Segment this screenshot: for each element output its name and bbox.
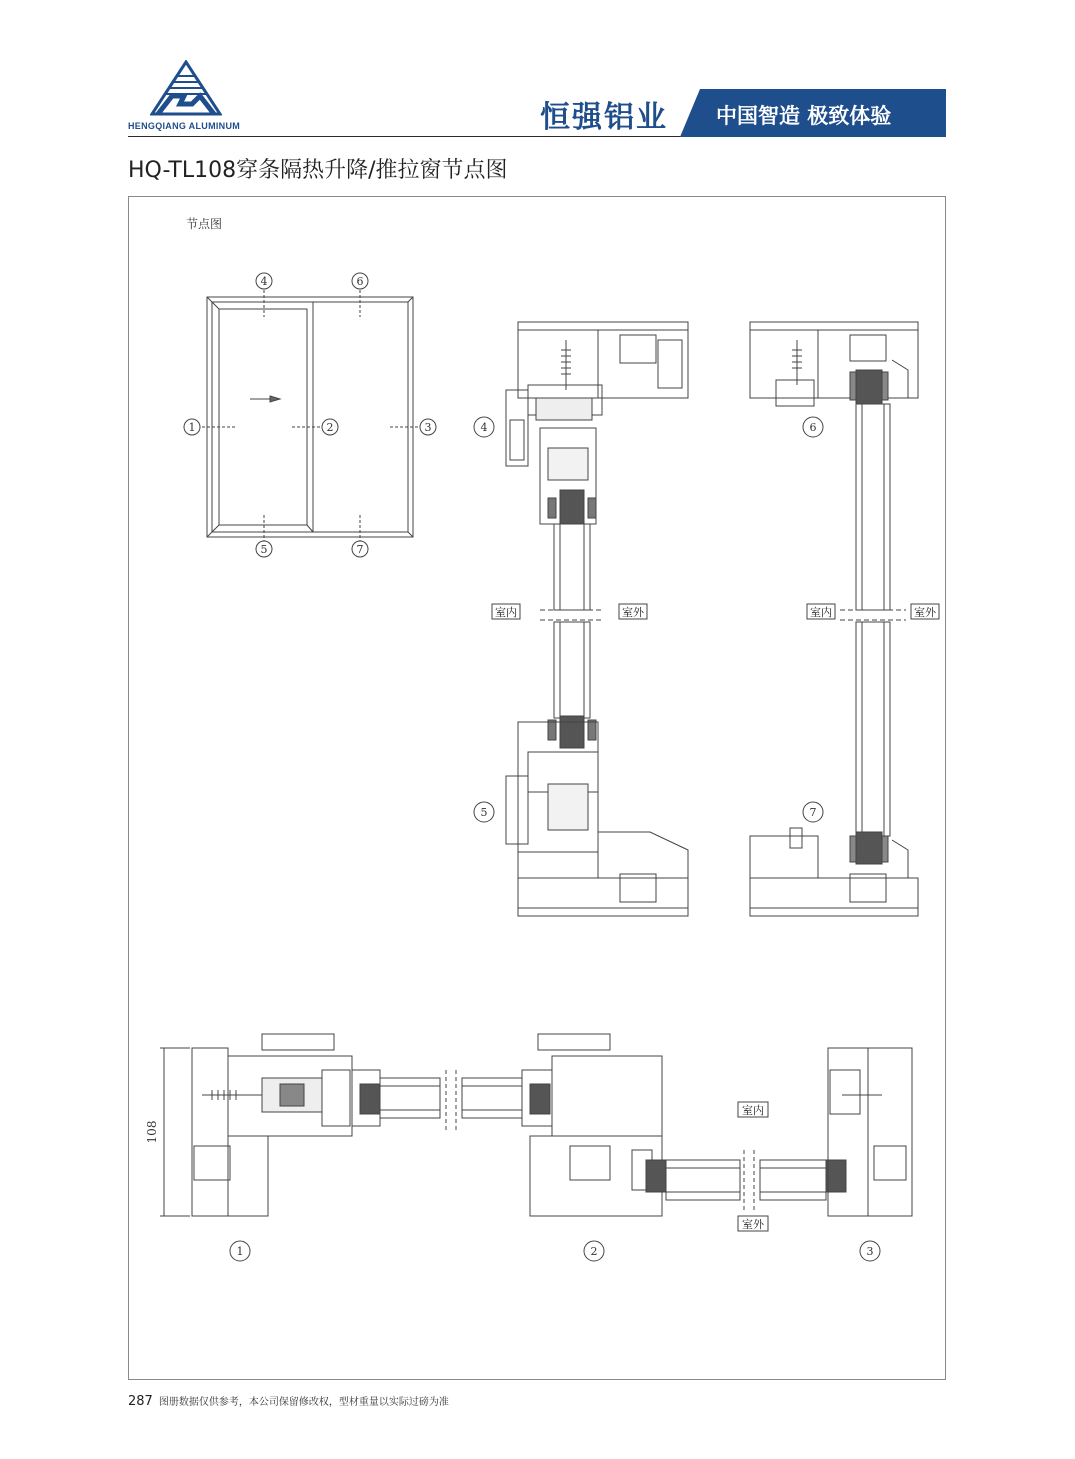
marker-4: [256, 273, 272, 289]
marker-7: [352, 541, 368, 557]
svg-text:1: 1: [188, 421, 196, 434]
svg-text:5: 5: [260, 543, 268, 556]
marker-3: [420, 419, 436, 435]
svg-text:室内: 室内: [742, 1104, 764, 1117]
svg-text:4: 4: [260, 275, 268, 288]
svg-text:7: 7: [809, 806, 817, 819]
marker-1-section: [230, 1241, 250, 1261]
svg-text:室外: 室外: [914, 606, 936, 619]
svg-text:2: 2: [326, 421, 334, 434]
svg-text:室内: 室内: [810, 606, 832, 619]
section-4-5: [506, 322, 688, 916]
svg-text:6: 6: [809, 421, 817, 434]
svg-text:室外: 室外: [622, 606, 644, 619]
marker-3-section: [860, 1241, 880, 1261]
svg-text:3: 3: [866, 1245, 874, 1258]
svg-text:7: 7: [356, 543, 364, 556]
page-title: HQ-TL108穿条隔热升降/推拉窗节点图: [128, 158, 508, 183]
indoor-tag-1: [492, 604, 520, 619]
dimension-108: 108: [145, 1120, 159, 1144]
page-number: 287: [128, 1394, 153, 1409]
marker-2-section: [584, 1241, 604, 1261]
brand-name: 恒强铝业: [540, 100, 668, 135]
marker-5-section: [474, 802, 494, 822]
indoor-tag-3: [738, 1102, 768, 1117]
svg-text:室内: 室内: [495, 606, 517, 619]
marker-6-section: [803, 417, 823, 437]
marker-4-section: [474, 417, 494, 437]
outdoor-tag-3: [738, 1216, 768, 1231]
marker-2: [322, 419, 338, 435]
svg-text:2: 2: [590, 1245, 598, 1258]
outdoor-tag-1: [619, 604, 647, 619]
logo-text: HENGQIANG ALUMINUM: [128, 121, 241, 131]
footer: [128, 1393, 449, 1409]
slogan: 中国智造 极致体验: [716, 104, 892, 128]
section-1-2-3: [145, 1034, 912, 1216]
svg-text:4: 4: [480, 421, 488, 434]
marker-5: [256, 541, 272, 557]
svg-text:6: 6: [356, 275, 364, 288]
indoor-tag-2: [807, 604, 835, 619]
window-elevation: [192, 290, 420, 542]
svg-text:室外: 室外: [742, 1218, 764, 1231]
footer-note: 图册数据仅供参考，本公司保留修改权，型材重量以实际过磅为准: [158, 1397, 449, 1408]
svg-text:5: 5: [480, 806, 488, 819]
node-diagram-label: 节点图: [186, 217, 223, 231]
marker-1: [184, 419, 200, 435]
svg-text:3: 3: [424, 421, 432, 434]
marker-6: [352, 273, 368, 289]
marker-7-section: [803, 802, 823, 822]
svg-text:1: 1: [236, 1245, 244, 1258]
outdoor-tag-2: [911, 604, 939, 619]
